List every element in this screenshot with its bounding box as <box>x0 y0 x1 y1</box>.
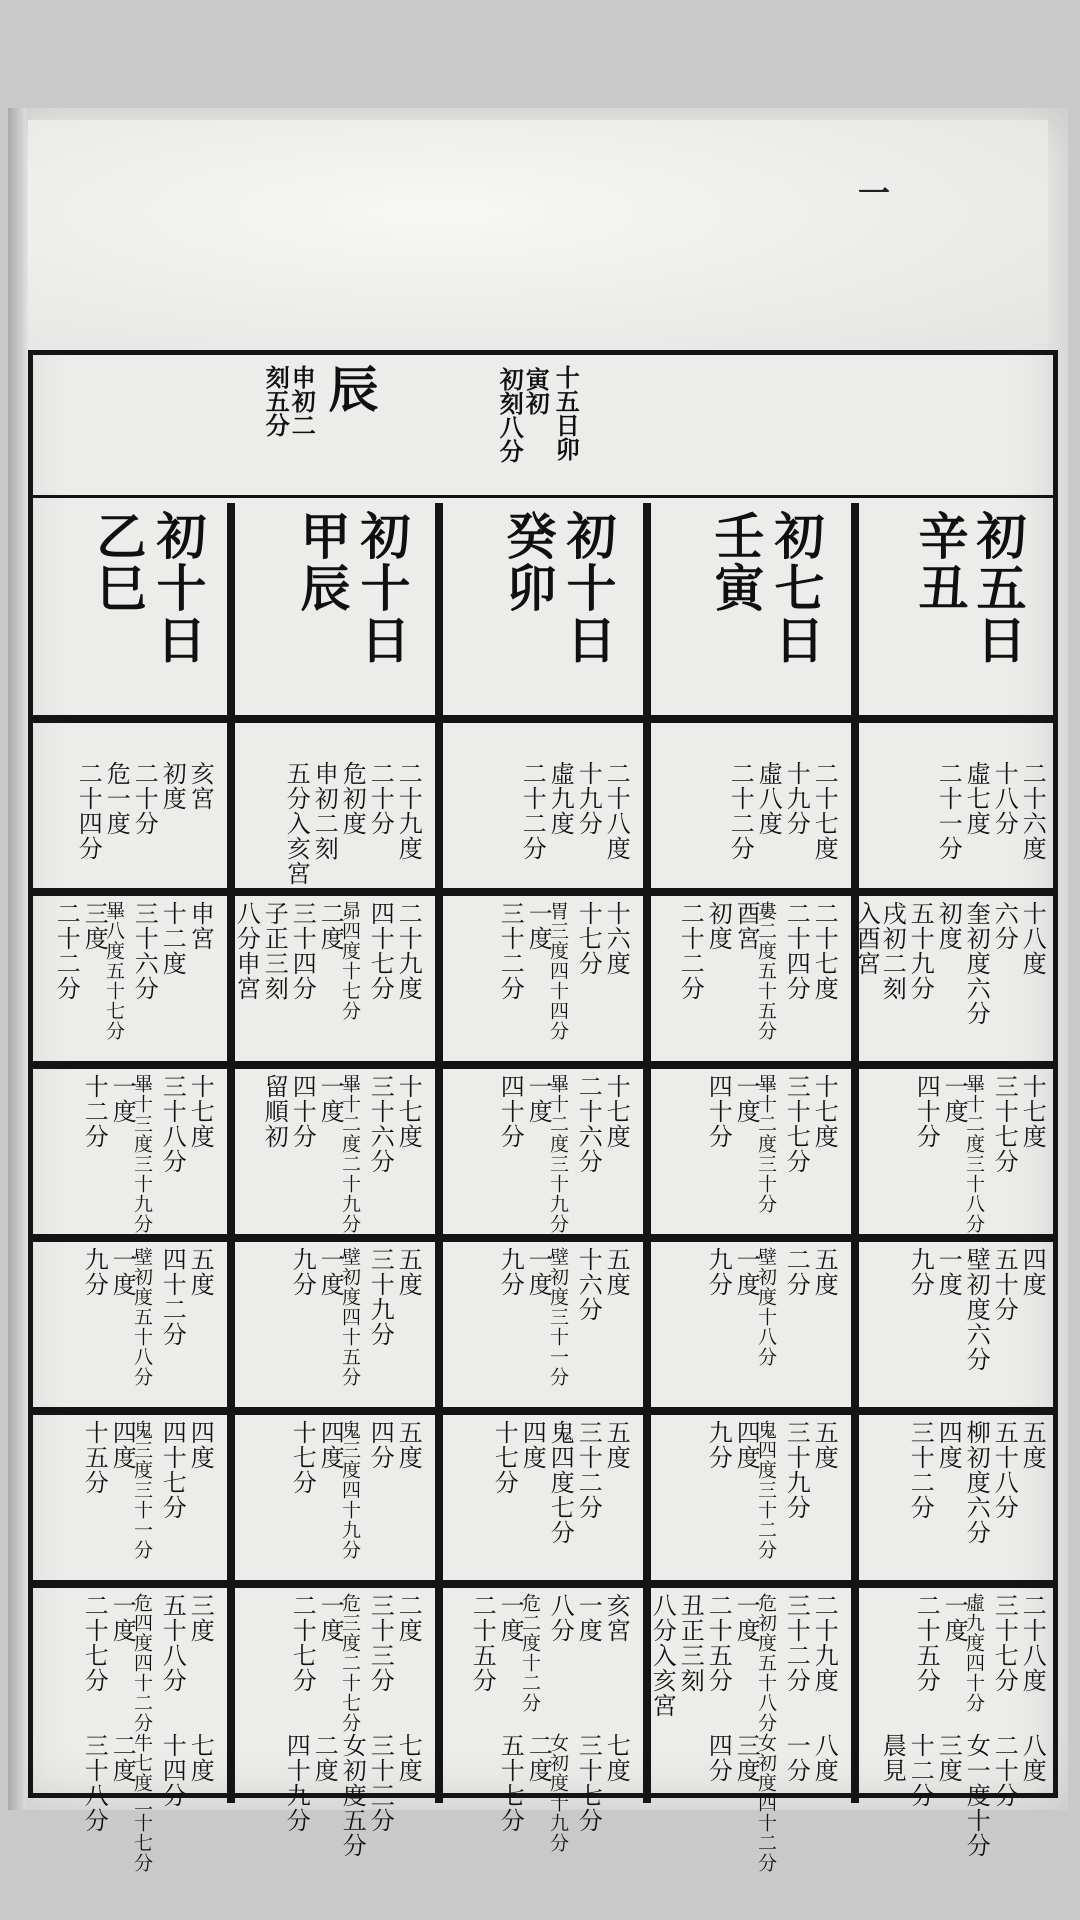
cell-line: 三十二分 <box>574 1420 603 1520</box>
day-header-yisi-ganzhi: 乙巳 <box>88 510 148 614</box>
cell-line: 二十九度 <box>810 1593 839 1693</box>
cell-line: 亥宮 <box>186 761 215 811</box>
cell-line: 危三度二十七分 <box>338 1593 361 1733</box>
cell-line: 二十二分 <box>518 761 547 861</box>
day-header-renyin-ganzhi: 壬寅 <box>706 510 766 614</box>
cell-line: 十七度 <box>1018 1074 1047 1149</box>
cell-line: 晨見 <box>878 1733 907 1783</box>
cell-line: 子正三刻 <box>260 901 289 1001</box>
cell-line: 七度 <box>602 1733 631 1783</box>
cell-line: 八分申宮 <box>232 901 261 1001</box>
cell-line: 畢十二度三十八分 <box>962 1074 985 1234</box>
cell-line: 五十八分 <box>158 1593 187 1693</box>
cell-line: 牛七度二十七分 <box>130 1733 153 1873</box>
cell-line: 三十二分 <box>782 1593 811 1693</box>
cell-line: 四度 <box>108 1420 137 1470</box>
cell-line: 五度 <box>1018 1420 1047 1470</box>
table-rule <box>33 1061 1053 1069</box>
cell-line: 一度 <box>316 1247 345 1297</box>
day-header-guimao-ganzhi: 癸卯 <box>498 510 558 614</box>
cell-line: 二十五分 <box>468 1593 497 1693</box>
cell-line: 四度 <box>934 1420 963 1470</box>
cell-line: 三十二分 <box>496 901 525 1001</box>
cell-line: 三十六分 <box>366 1074 395 1174</box>
table-rule <box>33 1234 1053 1242</box>
cell-line: 三度 <box>934 1733 963 1783</box>
cell-line: 二十五分 <box>704 1593 733 1693</box>
cell-line: 二度 <box>310 1733 339 1783</box>
cell-line: 七度 <box>394 1733 423 1783</box>
cell-line: 四度 <box>732 1420 761 1470</box>
cell-line: 四分 <box>704 1733 733 1783</box>
cell-line: 三十三分 <box>366 1593 395 1693</box>
cell-line: 畢十二度二十九分 <box>338 1074 361 1234</box>
cell-line: 一度 <box>108 1074 137 1124</box>
cell-line: 十二分 <box>906 1733 935 1808</box>
cell-line: 二十二分 <box>676 901 705 1001</box>
cell-line: 三十六分 <box>130 901 159 1001</box>
cell-line: 四分 <box>366 1420 395 1470</box>
cell-line: 二十九度 <box>394 901 423 1001</box>
cell-line: 二十分 <box>130 761 159 836</box>
day-header-xinchou-ganzhi: 辛丑 <box>910 510 970 614</box>
cell-line: 四十分 <box>704 1074 733 1149</box>
cell-line: 九分 <box>80 1247 109 1297</box>
cell-line: 二十二分 <box>726 761 755 861</box>
cell-line: 十七度 <box>810 1074 839 1149</box>
cell-line: 畢八度五十七分 <box>102 901 125 1041</box>
cell-line: 四十分 <box>496 1074 525 1149</box>
cell-line: 柳初度六分 <box>962 1420 991 1545</box>
cell-line: 一度 <box>732 1247 761 1297</box>
cell-line: 三十三分 <box>366 1733 395 1833</box>
cell-line: 五度 <box>602 1247 631 1297</box>
table-rule <box>33 1407 1053 1415</box>
page-top-margin <box>28 120 1048 350</box>
cell-line: 二十一分 <box>934 761 963 861</box>
cell-line: 五十九分 <box>906 901 935 1001</box>
cell-line: 三十八分 <box>80 1733 109 1833</box>
cell-line: 九分 <box>288 1247 317 1297</box>
cell-line: 十二度 <box>158 901 187 976</box>
cell-line: 三十九分 <box>366 1247 395 1347</box>
cell-line: 七度 <box>186 1733 215 1783</box>
cell-line: 女初度四十二分 <box>754 1733 777 1873</box>
cell-line: 十四分 <box>158 1733 187 1808</box>
cell-line: 一度 <box>574 1593 603 1643</box>
cell-line: 女初度五分 <box>338 1733 367 1858</box>
day-header-guimao: 初十日 <box>558 510 618 666</box>
cell-line: 一度 <box>316 1074 345 1124</box>
cell-line: 亥宮 <box>602 1593 631 1643</box>
cell-line: 二十分 <box>366 761 395 836</box>
cell-line: 二十分 <box>990 1733 1019 1808</box>
table-rule <box>33 1580 1053 1588</box>
cell-line: 三十四分 <box>288 901 317 1001</box>
cell-line: 十七分 <box>288 1420 317 1495</box>
day-header-xinchou: 初五日 <box>968 510 1028 666</box>
cell-line: 八分入亥宮 <box>648 1593 677 1718</box>
cell-line: 二度 <box>108 1733 137 1783</box>
cell-line: 四度 <box>1018 1247 1047 1297</box>
cell-line: 八度 <box>1018 1733 1047 1783</box>
cell-line: 一分 <box>782 1733 811 1783</box>
table-rule <box>33 715 1053 723</box>
ephemeris-table <box>28 350 1058 1873</box>
cell-line: 二十七分 <box>80 1593 109 1693</box>
table-rule <box>227 503 235 1803</box>
cell-line: 二十七分 <box>288 1593 317 1693</box>
cell-line: 四十分 <box>288 1074 317 1149</box>
cell-line: 一度 <box>524 1074 553 1124</box>
cell-line: 四十分 <box>912 1074 941 1149</box>
cell-line: 五十分 <box>990 1247 1019 1322</box>
cell-line: 丑正三刻 <box>676 1593 705 1693</box>
cell-line: 一度 <box>316 1593 345 1643</box>
cell-line: 一度 <box>496 1593 525 1643</box>
cell-line: 女一度十分 <box>962 1733 991 1858</box>
page-number-mark: 一 <box>858 174 891 212</box>
cell-line: 危初度 <box>338 761 367 836</box>
cell-line: 十九分 <box>782 761 811 836</box>
cell-line: 四度 <box>186 1420 215 1470</box>
cell-line: 三十七分 <box>782 1074 811 1174</box>
cell-line: 申初二刻 <box>310 761 339 861</box>
cell-line: 二十六度 <box>1018 761 1047 861</box>
cell-line: 虛九度四十分 <box>962 1593 985 1713</box>
cell-line: 六分 <box>990 901 1019 951</box>
cell-line: 二分 <box>782 1247 811 1297</box>
cell-line: 二十八度 <box>1018 1593 1047 1693</box>
cell-line: 十二分 <box>80 1074 109 1149</box>
header-note-big: 辰 <box>320 363 380 415</box>
cell-line: 八分 <box>546 1593 575 1643</box>
cell-line: 四十二分 <box>158 1247 187 1347</box>
cell-line: 十八度 <box>1018 901 1047 976</box>
cell-line: 申宮 <box>186 901 215 951</box>
cell-line: 初度 <box>158 761 187 811</box>
cell-line: 鬼四度七分 <box>546 1420 575 1545</box>
cell-line: 四度 <box>518 1420 547 1470</box>
cell-line: 九分 <box>496 1247 525 1297</box>
header-note-line: 初刻八分 <box>495 367 525 463</box>
cell-line: 鬼三度四十九分 <box>338 1420 361 1560</box>
day-header-renyin: 初七日 <box>766 510 826 666</box>
cell-line: 八度 <box>810 1733 839 1783</box>
cell-line: 虛八度 <box>754 761 783 836</box>
cell-line: 女初度十九分 <box>546 1733 569 1853</box>
cell-line: 二度 <box>394 1593 423 1643</box>
cell-line: 五十七分 <box>496 1733 525 1833</box>
cell-line: 十六分 <box>574 1247 603 1322</box>
cell-line: 三度 <box>80 901 109 951</box>
table-rule <box>33 495 1053 498</box>
table-rule <box>33 888 1053 896</box>
cell-line: 十七分 <box>490 1420 519 1495</box>
header-note-line: 申初二 <box>287 365 317 437</box>
cell-line: 九分 <box>704 1420 733 1470</box>
header-note-chen <box>320 363 380 415</box>
cell-line: 初度 <box>704 901 733 951</box>
cell-line: 壁初度六分 <box>962 1247 991 1372</box>
cell-line: 一度 <box>108 1247 137 1297</box>
cell-line: 酉宮 <box>732 901 761 951</box>
cell-line: 九分 <box>906 1247 935 1297</box>
day-header-jiachen: 初十日 <box>352 510 412 666</box>
cell-line: 一度 <box>524 1247 553 1297</box>
cell-line: 五度 <box>394 1420 423 1470</box>
cell-line: 三度 <box>186 1593 215 1643</box>
cell-line: 十六度 <box>602 901 631 976</box>
cell-line: 壁初度四十五分 <box>338 1247 361 1387</box>
cell-line: 五度 <box>394 1247 423 1297</box>
cell-line: 一度 <box>524 901 553 951</box>
header-note-line: 寅初 <box>521 367 551 415</box>
cell-line: 畢十三度三十九分 <box>130 1074 153 1234</box>
page-binding-edge <box>8 108 26 1810</box>
cell-line: 十七度 <box>186 1074 215 1149</box>
cell-line: 五度 <box>810 1420 839 1470</box>
cell-line: 二十八度 <box>602 761 631 861</box>
cell-line: 五度 <box>602 1420 631 1470</box>
cell-line: 九分 <box>704 1247 733 1297</box>
cell-line: 二十二分 <box>52 901 81 1001</box>
cell-line: 十七分 <box>574 901 603 976</box>
cell-line: 二度 <box>524 1733 553 1783</box>
cell-line: 二十四分 <box>782 901 811 1001</box>
cell-line: 昴四度十七分 <box>338 901 361 1021</box>
cell-line: 危二度十二分 <box>518 1593 541 1713</box>
cell-line: 三十九分 <box>782 1420 811 1520</box>
cell-line: 三十七分 <box>990 1074 1019 1174</box>
cell-line: 危初度五十八分 <box>754 1593 777 1733</box>
cell-line: 三度 <box>732 1733 761 1783</box>
cell-line: 壁初度三十一分 <box>546 1247 569 1387</box>
cell-line: 虛七度 <box>962 761 991 836</box>
cell-line: 三十七分 <box>990 1593 1019 1693</box>
cell-line: 二十四分 <box>74 761 103 861</box>
cell-line: 三十七分 <box>574 1733 603 1833</box>
cell-line: 四十七分 <box>366 901 395 1001</box>
cell-line: 一度 <box>940 1593 969 1643</box>
cell-line: 三十二分 <box>906 1420 935 1520</box>
cell-line: 危四度四十二分 <box>130 1593 153 1733</box>
table-rule <box>851 503 859 1803</box>
cell-line: 婁二度五十五分 <box>754 901 777 1041</box>
cell-line: 鬼四度三十二分 <box>754 1420 777 1560</box>
cell-line: 十八分 <box>990 761 1019 836</box>
cell-line: 四十七分 <box>158 1420 187 1520</box>
header-note-big: 十五日卯 <box>551 365 581 461</box>
day-header-yisi: 初十日 <box>148 510 208 666</box>
cell-line: 虛九度 <box>546 761 575 836</box>
cell-line: 一度 <box>940 1074 969 1124</box>
cell-line: 胃三度四十四分 <box>546 901 569 1041</box>
cell-line: 十五分 <box>80 1420 109 1495</box>
cell-line: 奎初度六分 <box>962 901 991 1026</box>
cell-line: 五十八分 <box>990 1420 1019 1520</box>
cell-line: 一度 <box>934 1247 963 1297</box>
cell-line: 二十六分 <box>574 1074 603 1174</box>
cell-line: 四十九分 <box>282 1733 311 1833</box>
cell-line: 十七度 <box>394 1074 423 1149</box>
cell-line: 入酉宮 <box>852 901 881 976</box>
day-header-jiachen-ganzhi: 甲辰 <box>292 510 352 614</box>
cell-line: 壁初度十八分 <box>754 1247 777 1367</box>
cell-line: 二度 <box>316 901 345 951</box>
cell-line: 五度 <box>810 1247 839 1297</box>
cell-line: 二十七度 <box>810 761 839 861</box>
cell-line: 畢十二度三十分 <box>754 1074 777 1214</box>
cell-line: 二十五分 <box>912 1593 941 1693</box>
cell-line: 初度 <box>934 901 963 951</box>
cell-line: 危一度 <box>102 761 131 836</box>
cell-line: 十九分 <box>574 761 603 836</box>
cell-line: 一度 <box>108 1593 137 1643</box>
cell-line: 壁初度五十八分 <box>130 1247 153 1387</box>
cell-line: 一度 <box>732 1074 761 1124</box>
cell-line: 鬼三度三十一分 <box>130 1420 153 1560</box>
cell-line: 留順初 <box>260 1074 289 1149</box>
cell-line: 三十八分 <box>158 1074 187 1174</box>
cell-line: 戌初二刻 <box>878 901 907 1001</box>
cell-line: 二十九度 <box>394 761 423 861</box>
cell-line: 二十七度 <box>810 901 839 1001</box>
cell-line: 一度 <box>732 1593 761 1643</box>
cell-line: 四度 <box>316 1420 345 1470</box>
cell-line: 十七度 <box>602 1074 631 1149</box>
header-note-line: 刻五分 <box>261 365 291 437</box>
cell-line: 五分入亥宮 <box>282 761 311 886</box>
table-rule <box>435 503 443 1803</box>
book-page <box>8 108 1068 1873</box>
cell-line: 畢十二度三十九分 <box>546 1074 569 1234</box>
cell-line: 五度 <box>186 1247 215 1297</box>
